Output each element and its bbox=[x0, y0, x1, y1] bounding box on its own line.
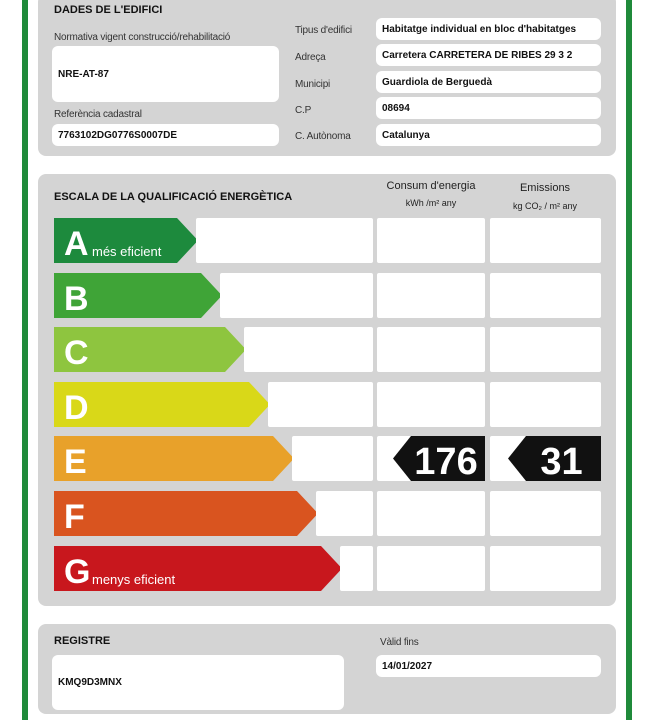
region-label: C. Autònoma bbox=[295, 131, 351, 142]
energy-class-a-arrow bbox=[54, 218, 198, 263]
emissions-value-cell bbox=[490, 273, 601, 318]
energy-value-cell bbox=[377, 546, 485, 591]
energy-class-row-strip bbox=[340, 546, 373, 591]
emissions-rating-marker bbox=[508, 436, 601, 484]
energy-class-letter: A bbox=[64, 225, 89, 263]
energy-class-f-arrow bbox=[54, 491, 318, 536]
emissions-rating-marker-value: 31 bbox=[540, 441, 583, 484]
energy-value-cell bbox=[377, 491, 485, 536]
energy-class-letter: F bbox=[64, 498, 85, 536]
cadastral-field: 7763102DG0776S0007DE bbox=[52, 124, 279, 146]
emissions-value-cell bbox=[490, 382, 601, 427]
registry-field: KMQ9D3MNX bbox=[52, 655, 344, 710]
building-type-label: Tipus d'edifici bbox=[295, 25, 352, 36]
municipality-field: Guardiola de Berguedà bbox=[376, 71, 601, 93]
postal-code-label: C.P bbox=[295, 105, 312, 116]
emissions-value-cell bbox=[490, 546, 601, 591]
energy-class-row-strip bbox=[244, 327, 373, 372]
energy-class-letter: E bbox=[64, 443, 87, 482]
energy-scale-title: ESCALA DE LA QUALIFICACIÓ ENERGÈTICA bbox=[54, 191, 293, 203]
municipality-label: Municipi bbox=[295, 79, 331, 90]
energy-consumption-header: Consum d'energia bbox=[386, 180, 476, 192]
registry-title: REGISTRE bbox=[54, 635, 111, 647]
energy-class-g-arrow bbox=[54, 546, 342, 591]
emissions-header: Emissions bbox=[519, 182, 571, 194]
energy-class-caption: més eficient bbox=[92, 244, 162, 259]
energy-class-c-arrow bbox=[54, 327, 246, 372]
energy-rating-marker-value: 176 bbox=[414, 441, 478, 484]
energy-class-caption: menys eficient bbox=[92, 571, 176, 587]
valid-until-label: Vàlid fins bbox=[380, 637, 419, 648]
energy-class-row-strip bbox=[316, 491, 373, 536]
energy-class-e-arrow bbox=[54, 436, 294, 481]
region-field: Catalunya bbox=[376, 124, 601, 146]
emissions-value-cell bbox=[490, 218, 601, 263]
regulation-field: NRE-AT-87 bbox=[52, 46, 279, 102]
energy-value-cell bbox=[377, 273, 485, 318]
regulation-label: Normativa vigent construcció/rehabilitació bbox=[54, 32, 231, 43]
energy-class-f-shape bbox=[54, 491, 318, 536]
energy-rating-marker bbox=[393, 436, 485, 484]
building-section-title: DADES DE L'EDIFICI bbox=[54, 4, 163, 16]
energy-class-row-strip bbox=[220, 273, 373, 318]
emissions-value-cell bbox=[490, 491, 601, 536]
energy-class-row-strip bbox=[196, 218, 373, 263]
energy-class-letter: G bbox=[64, 552, 91, 591]
energy-class-d-arrow bbox=[54, 382, 270, 427]
energy-class-letter: B bbox=[64, 279, 89, 318]
address-field: Carretera CARRETERA DE RIBES 29 3 2 bbox=[376, 44, 601, 66]
energy-value-cell bbox=[377, 382, 485, 427]
valid-until-field: 14/01/2027 bbox=[376, 655, 601, 677]
energy-class-e-shape bbox=[54, 436, 294, 481]
energy-class-letter: D bbox=[64, 388, 89, 427]
energy-class-row-strip bbox=[292, 436, 373, 481]
building-type-field: Habitatge individual en bloc d'habitatges bbox=[376, 18, 601, 40]
emissions-value-cell bbox=[490, 327, 601, 372]
cadastral-label: Referència cadastral bbox=[54, 109, 142, 120]
energy-value-cell bbox=[377, 327, 485, 372]
postal-code-field: 08694 bbox=[376, 97, 601, 119]
energy-class-row-strip bbox=[268, 382, 373, 427]
energy-class-b-arrow bbox=[54, 273, 222, 318]
energy-value-cell bbox=[377, 218, 485, 263]
address-label: Adreça bbox=[295, 52, 326, 63]
emissions-unit: kg CO₂ / m² any bbox=[512, 201, 577, 211]
energy-class-letter: C bbox=[64, 334, 89, 373]
energy-consumption-unit: kWh /m² any bbox=[405, 198, 457, 208]
